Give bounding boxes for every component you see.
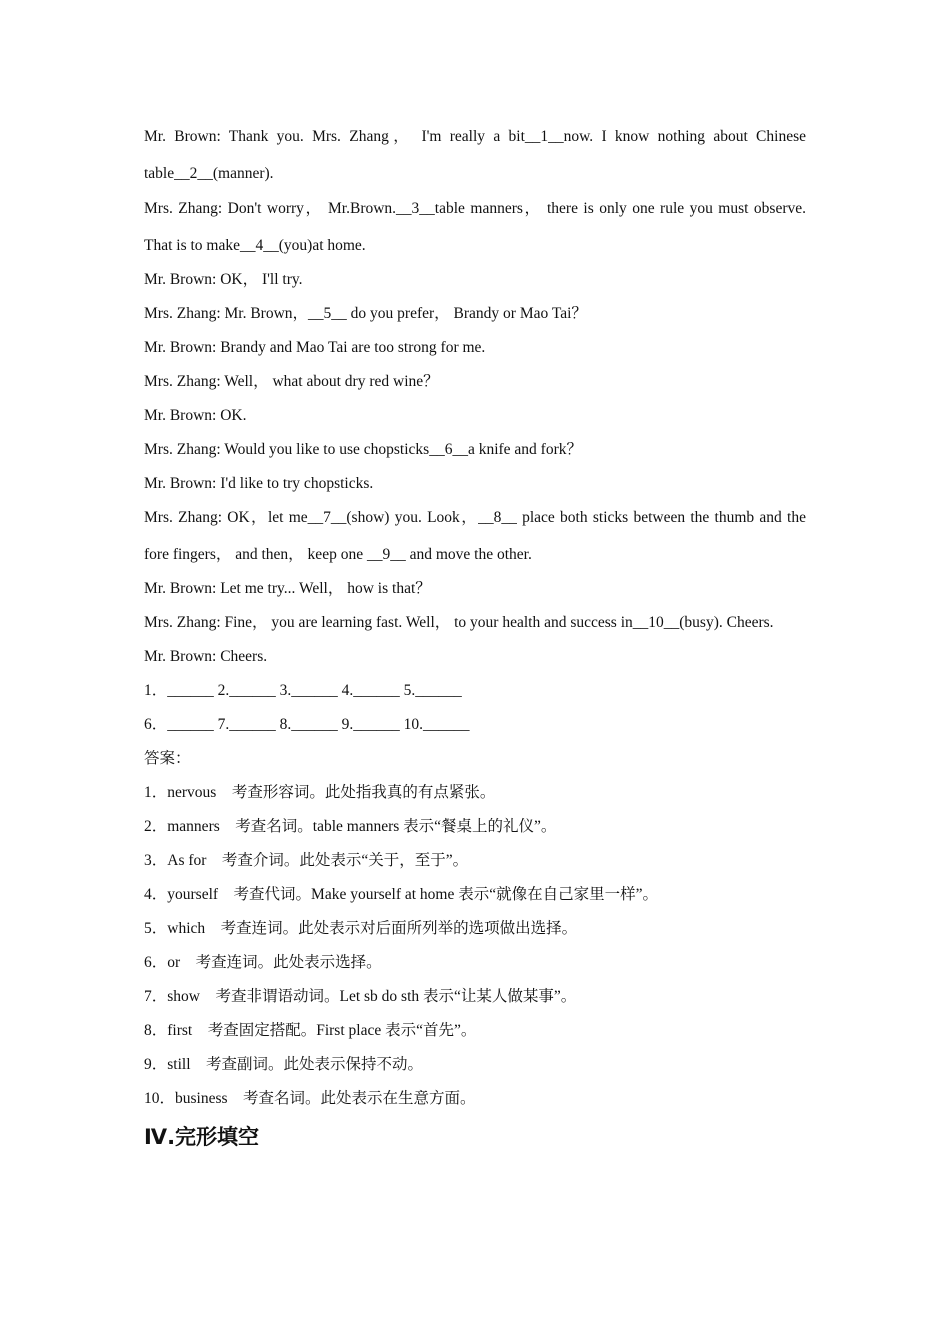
answer-2: 2．manners 考查名词。table manners 表示“餐桌上的礼仪”。: [144, 818, 557, 835]
answer-4: 4．yourself 考查代词。Make yourself at home 表示“就像在自己家里一样”。: [144, 886, 659, 903]
blanks-row-1: 1．______ 2.______ 3.______ 4.______ 5.______: [144, 682, 462, 699]
dialogue-line-2: Mrs. Zhang: Don't worry， Mr.Brown.__3__table manners， there is only one rule you must observe. That is to make__4__(you)at home.: [144, 200, 810, 254]
answer-6: 6．or 考查连词。此处表示选择。: [144, 954, 382, 971]
dialogue-line-10: Mrs. Zhang: OK，let me__7__(show) you. Look，__8__ place both sticks between the thumb and the fore fingers， and then， keep one __9__ and move the other.: [144, 509, 810, 563]
dialogue-line-6: Mrs. Zhang: Well， what about dry red wine？: [144, 373, 439, 390]
answer-label: 答案：: [144, 750, 191, 767]
answer-3: 3．As for 考查介词。此处表示“关于，至于”。: [144, 852, 469, 869]
answer-5: 5．which 考查连词。此处表示对后面所列举的选项做出选择。: [144, 920, 578, 937]
dialogue-line-9: Mr. Brown: I'd like to try chopsticks.: [144, 475, 374, 492]
dialogue-line-1: Mr. Brown: Thank you. Mrs. Zhang， I'm really a bit__1__now. I know nothing about Chinese table__2__(manner).: [144, 128, 810, 182]
answer-8: 8．first 考查固定搭配。First place 表示“首先”。: [144, 1022, 477, 1039]
document-content: [144, 120, 810, 1154]
answer-10: 10．business 考查名词。此处表示在生意方面。: [144, 1090, 476, 1107]
answer-7: 7．show 考查非谓语动词。Let sb do sth 表示“让某人做某事”。: [144, 988, 577, 1005]
dialogue-line-4: Mrs. Zhang: Mr. Brown，__5__ do you prefer， Brandy or Mao Tai？: [144, 305, 587, 322]
dialogue-line-5: Mr. Brown: Brandy and Mao Tai are too strong for me.: [144, 339, 486, 356]
dialogue-line-12: Mrs. Zhang: Fine， you are learning fast. Well， to your health and success in__10__(busy). Cheers.: [144, 614, 774, 631]
dialogue-line-7: Mr. Brown: OK.: [144, 407, 247, 424]
answer-1: 1．nervous 考查形容词。此处指我真的有点紧张。: [144, 784, 496, 801]
dialogue-line-8: Mrs. Zhang: Would you like to use chopsticks__6__a knife and fork？: [144, 441, 582, 458]
answer-9: 9．still 考查副词。此处表示保持不动。: [144, 1056, 424, 1073]
section-heading: Ⅳ.完形填空: [144, 1125, 260, 1149]
dialogue-line-3: Mr. Brown: OK， I'll try.: [144, 271, 303, 288]
blanks-row-2: 6．______ 7.______ 8.______ 9.______ 10.______: [144, 716, 470, 733]
dialogue-line-11: Mr. Brown: Let me try... Well， how is that？: [144, 580, 431, 597]
dialogue-line-13: Mr. Brown: Cheers.: [144, 648, 268, 665]
